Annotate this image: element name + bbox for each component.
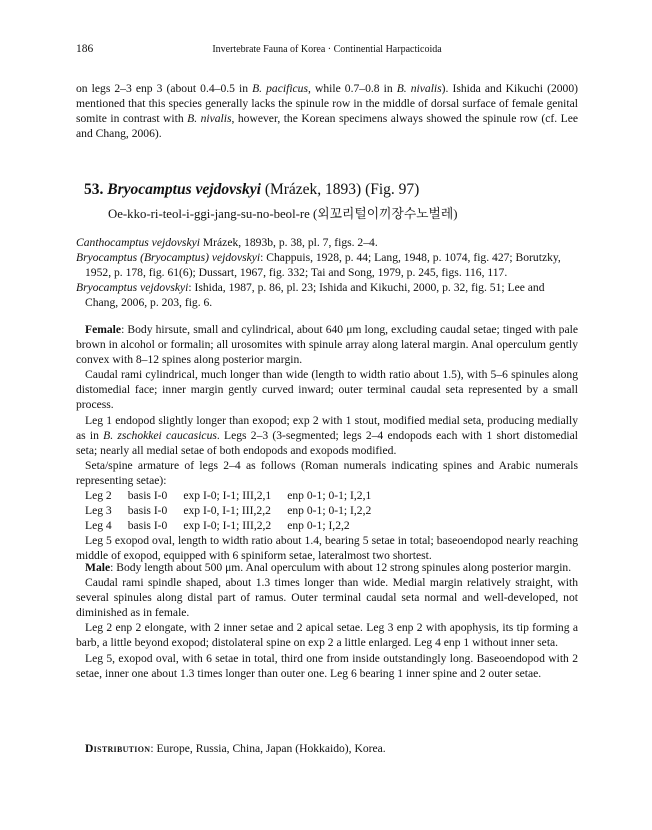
male-label: Male: [85, 561, 111, 574]
page-number: 186: [76, 43, 94, 55]
distribution-label: Distribution: [85, 742, 151, 755]
species-heading: [84, 181, 419, 199]
table-row: Leg 3 basis I-0 exp I-0, I-1; III,2,2 enp 0-1; 0-1; I,2,2: [85, 504, 372, 518]
synonymy: [76, 235, 578, 310]
synonym-entry: Bryocamptus vejdovskyi: Ishida, 1987, p. 86, pl. 23; Ishida and Kikuchi, 2000, p. 32, fig. 51; Lee and Chang, 2006, p. 203, fig. 6.: [76, 281, 545, 310]
species-number: 53.: [84, 181, 104, 198]
intro-paragraph: on legs 2–3 enp 3 (about 0.4–0.5 in B. pacificus, while 0.7–0.8 in B. nivalis). Ishida and Kikuchi (2000) mentioned that this species generally lacks the spinule row in the middle of dorsal surface of female genital somite in contrast with B. nivalis, however, the Korean specimens always showed the spinule row (cf. Lee and Chang, 2006).: [76, 82, 579, 141]
leg-armature-table: [85, 488, 387, 533]
species-name: Bryocamptus vejdovskyi: [107, 181, 261, 198]
male-description: Male: Body length about 500 μm. Anal operculum with about 12 strong spinules along posterior margin. Caudal rami spindle shaped, about 1.3 times longer than wide. Medial margin relatively straight, with several spinules along distal part of ramus. Outer terminal caudal seta normal and well-developed, not diminished as in female. Leg 2 enp 2 elongate, with 2 inner setae and 2 apical setae. Leg 3 enp 2 with apophysis, its tip forming a barb, a little beyond exopod; distolateral spine on exp 2 a little enlarged. Leg 4 enp 1 without inner seta. Leg 5, exopod oval, with 6 setae in total, third one from inside outstandingly long. Baseoendopod with 2 setae, inner one about 1.3 times longer than outer one. Leg 6 bearing 1 inner spine and 2 outer setae.: [76, 561, 578, 680]
running-title: Invertebrate Fauna of Korea · Continential Harpacticoida: [212, 44, 442, 55]
female-label: Female: [85, 323, 122, 336]
table-row: Leg 4 basis I-0 exp I-0; I-1; III,2,2 enp 0-1; I,2,2: [85, 519, 350, 533]
table-row: Leg 2 basis I-0 exp I-0; I-1; III,2,1 enp 0-1; 0-1; I,2,1: [85, 489, 372, 503]
synonym-entry: Canthocamptus vejdovskyi Mrázek, 1893b, p. 38, pl. 7, figs. 2–4.: [76, 236, 378, 249]
distribution: Distribution: Europe, Russia, China, Japan (Hokkaido), Korea.: [85, 742, 386, 755]
synonym-entry: Bryocamptus (Bryocamptus) vejdovskyi: Chappuis, 1928, p. 44; Lang, 1948, p. 1074, fig. 427; Borutzky, 1952, p. 178, fig. 61(6); Dussart, 1967, fig. 332; Tai and Song, 1979, p. 245, figs. 116, 117.: [76, 251, 561, 280]
female-description: Female: Body hirsute, small and cylindrical, about 640 μm long, excluding caudal setae; tinged with pale brown in alcohol or formalin; all urosomites with spinule array along lateral margin. Anal operculum gently convex with 8–12 spines along posterior margin. Caudal rami cylindrical, much longer than wide (length to width ratio about 1.5), with 5–6 spinules along distomedial face; inner margin gently curved inward; outer terminal caudal seta represented by a small process. Leg 1 endopod slightly longer than exopod; exp 2 with 1 stout, modified medial seta, producing medially as in B. zschokkei caucasicus. Legs 2–3 (3-segmented; legs 2–4 endopods each with 1 short distomedial seta; nearly all medial setae of both endopods and exopods modified. Seta/spine armature of legs 2–4 as follows (Roman numerals indicating spines and Arabic numerals representing setae): Leg 2 basis I-0 exp I-0; I-1; III,2,1 enp 0-1; 0-1; I,2,1 Leg 3 basis I-0 exp I-0, I-1; III,2,2 enp 0-1; 0-1; I,2,2 Leg 4 basis I-0 exp I-0; I-1; III,2,2 enp 0-1; I,2,2 Leg 5 exopod oval, length to width ratio about 1.4, bearing 5 setae in total; baseoendopod nearly reaching middle of exopod, equipped with 6 spiniform setae, lateralmost two shortest.: [76, 323, 578, 563]
korean-name: Oe-kko-ri-teol-i-ggi-jang-su-no-beol-re (외꼬리털이끼장수노벌레): [108, 207, 458, 221]
species-author: (Mrázek, 1893) (Fig. 97): [260, 181, 420, 198]
